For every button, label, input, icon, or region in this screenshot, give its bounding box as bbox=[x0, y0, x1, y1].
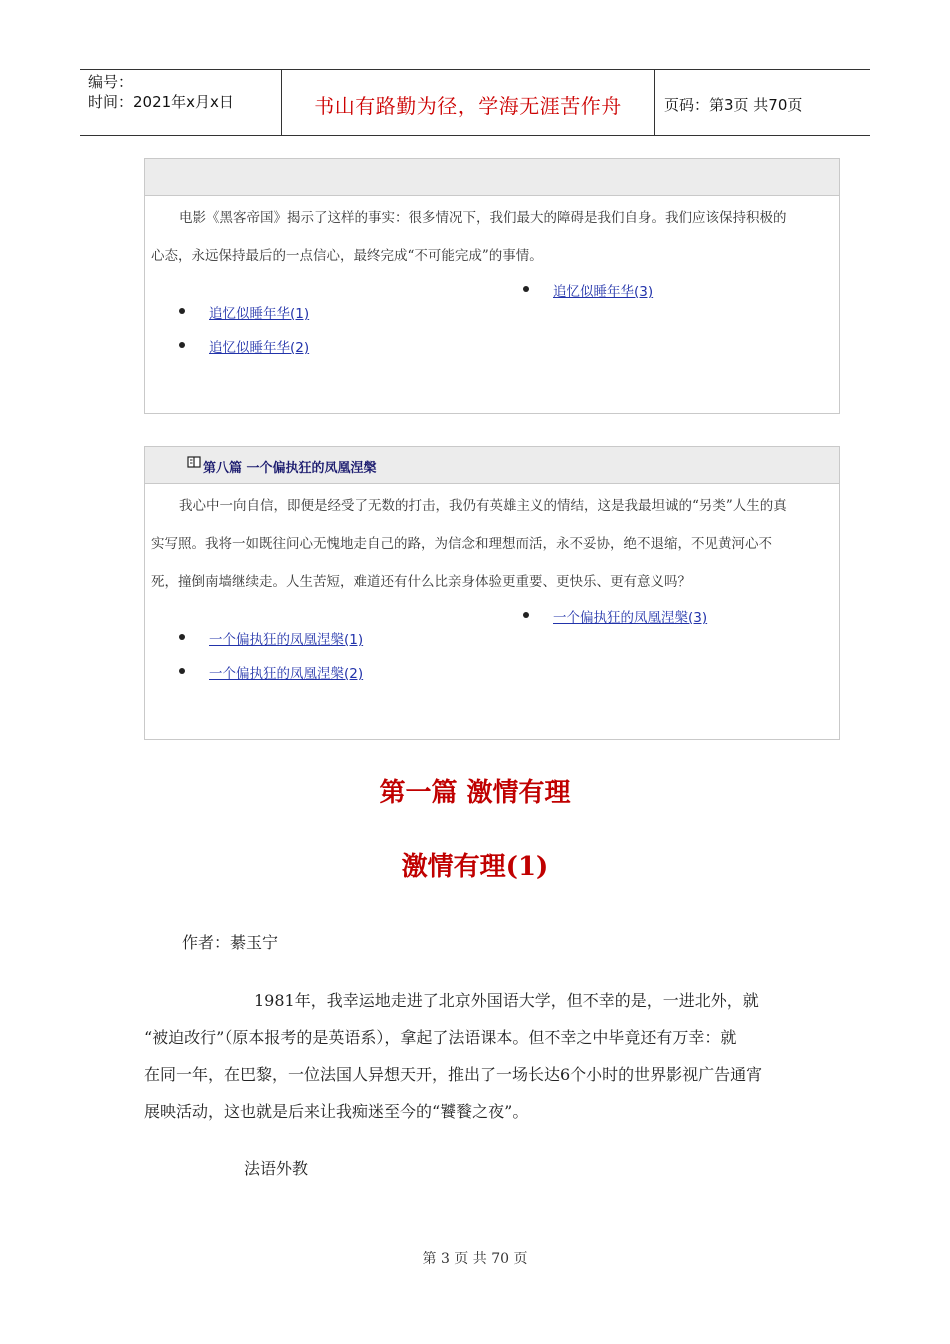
paragraph-line: 实写照。我将一如既往问心无愧地走自己的路，为信念和理想而活，永不妥协，绝不退缩，不见黄河心不 bbox=[151, 536, 772, 552]
link-chapter[interactable]: 一个偏执狂的凤凰涅槃(2) bbox=[209, 666, 364, 682]
bullet-icon bbox=[179, 308, 185, 314]
paragraph-line: 我心中一向自信，即便是经受了无数的打击，我仍有英雄主义的情结，这是我最坦诚的“另类”人生的真 bbox=[179, 498, 787, 514]
body-line: “被迫改行”（原本报考的是英语系），拿起了法语课本。但不幸之中毕竟还有万幸：就 bbox=[144, 1028, 737, 1047]
paragraph-line: 心态，永远保持最后的一点信心，最终完成“不可能完成”的事情。 bbox=[151, 248, 543, 264]
chapter-title: 激情有理(1) bbox=[401, 852, 549, 882]
subheading: 法语外教 bbox=[244, 1159, 309, 1178]
paragraph-line: 死，撞倒南墙继续走。人生苦短，难道还有什么比亲身体验更重要、更快乐、更有意义吗？ bbox=[151, 574, 691, 590]
link-chapter[interactable]: 追忆似睡年华(2) bbox=[209, 340, 310, 356]
link-chapter[interactable]: 追忆似睡年华(3) bbox=[553, 284, 654, 300]
bullet-icon bbox=[179, 342, 185, 348]
bullet-icon bbox=[179, 668, 185, 674]
summary-box-1 bbox=[144, 158, 840, 414]
part-title: 第一篇 激情有理 bbox=[379, 778, 571, 808]
header-motto: 书山有路勤为径，学海无涯苦作舟 bbox=[314, 94, 622, 118]
bullet-icon bbox=[523, 612, 529, 618]
header-divider-right bbox=[654, 69, 655, 136]
body-line: 在同一年，在巴黎，一位法国人异想天开，推出了一场长达6个小时的世界影视广告通宵 bbox=[144, 1065, 763, 1084]
summary-box-1-paragraph bbox=[151, 199, 839, 275]
header-meta bbox=[88, 72, 234, 112]
header-bottom-rule bbox=[80, 135, 870, 136]
header-number: 编号： bbox=[88, 73, 134, 91]
link-chapter[interactable]: 一个偏执狂的凤凰涅槃(1) bbox=[209, 632, 364, 648]
bullet-icon bbox=[179, 634, 185, 640]
link-chapter[interactable]: 追忆似睡年华(1) bbox=[209, 306, 310, 322]
paragraph-line: 电影《黑客帝国》揭示了这样的事实：很多情况下，我们最大的障碍是我们自身。我们应该保持积极的 bbox=[179, 210, 787, 226]
header-page-number: 页码：第3页 共70页 bbox=[664, 96, 803, 114]
section-title[interactable]: 第八篇 一个偏执狂的凤凰涅槃 bbox=[203, 461, 377, 476]
body-line: 展映活动，这也就是后来让我痴迷至今的“饕餮之夜”。 bbox=[144, 1102, 529, 1121]
body-line: 1981年，我幸运地走进了北京外国语大学，但不幸的是，一进北外，就 bbox=[254, 991, 759, 1010]
page-footer: 第 3 页 共 70 页 bbox=[422, 1251, 528, 1267]
bullet-icon bbox=[523, 286, 529, 292]
author-line: 作者：綦玉宁 bbox=[182, 933, 279, 952]
summary-box-2-header bbox=[145, 447, 839, 484]
header-time: 时间：2021年x月x日 bbox=[88, 93, 234, 111]
link-chapter[interactable]: 一个偏执狂的凤凰涅槃(3) bbox=[553, 610, 708, 626]
header-top-rule bbox=[80, 69, 870, 70]
summary-box-2 bbox=[144, 446, 840, 740]
summary-box-2-paragraph bbox=[151, 487, 839, 601]
summary-box-1-header bbox=[145, 159, 839, 196]
book-icon bbox=[187, 455, 201, 469]
